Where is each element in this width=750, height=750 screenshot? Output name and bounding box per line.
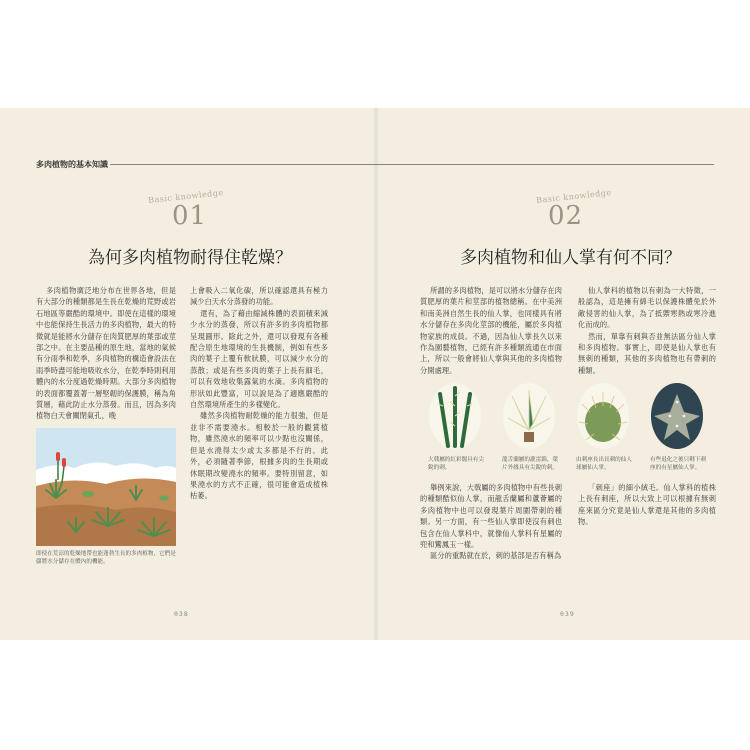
right-eyebrow: Basic knowledge	[535, 188, 613, 205]
left-section-number: 01	[172, 201, 208, 231]
right-page-number: 039	[560, 610, 575, 618]
caption-agave: 龍舌蘭屬的瀧雷錦，葉片外緣具有尖銳的刺。	[502, 457, 558, 471]
right-col4-paragraph: 「刺座」的細小絨毛。仙人掌科的植株上長有刺座，所以大致上可以根據有無刺座來區分究竟是仙人掌還是其他的多肉植物。	[578, 483, 716, 527]
photo-euphorbia	[428, 382, 482, 450]
right-column-4	[578, 482, 716, 528]
left-eyebrow: Basic knowledge	[147, 188, 225, 205]
left-col2-paragraph-1: 上會吸入二氧化碳，所以確認還具有極力減少白天水分蒸發的功能。	[190, 286, 328, 307]
photo-echinopsis-cactus	[576, 382, 630, 450]
caption-euphorbia: 大戟屬的紅彩閣具有尖銳的刺。	[428, 457, 484, 471]
left-col1-paragraph: 多肉植物廣泛地分布在世界各地，但是有大部分的種類都是生長在乾燥的荒野或岩石地區等嚴酷的環境中。即使在這樣的環境中也能保持生長活力的多肉植物，最大的特徵就是能將水分儲存在肉質肥厚的葉部或莖部之中。在主要品種的原生地，當地的氣候有分雨季和乾季，多肉植物的構造會設法在雨季時盡可能地吸收水分，在乾季時則利用體內的水分度過乾燥時期。大部分多肉植物的表面都覆蓋著一層堅韌的保護膜，稱為角質層，藉此防止水分蒸發。而且，因為多肉植物白天會關閉氣孔，晚	[36, 286, 176, 421]
left-col2-paragraph-2: 還有，為了藉由縮減株體的表面積來減少水分的蒸發，所以有許多的多肉植物都呈現圓形。除此之外，還可以發現有各種配合原生地環境的生長機制，例如有些多肉的葉子上覆有軟狀膜，可以減少水分的蒸散；或是有些多肉的葉子上長有細毛，可以有效地收集露氣的水滴。多肉植物的形狀如此豐富，可以說是為了適應嚴酷的自然環境所產生的多樣變化。	[190, 308, 328, 410]
succulent-landscape-illustration	[36, 428, 176, 546]
left-heading: 為何多肉植物耐得住乾燥？	[88, 248, 292, 268]
left-page-number: 038	[174, 610, 189, 618]
caption-echinopsis: 由刺座長出長刺的仙人球屬仙人掌。	[576, 457, 632, 471]
right-col2-paragraph-2: 然而，單靠有刺與否並無法區分仙人掌和多肉植物。事實上，即使是仙人掌也有無刺的種類，其他的多肉植物也有帶刺的種類。	[578, 331, 716, 375]
header-rule	[110, 164, 714, 165]
book-gutter	[373, 108, 379, 640]
right-col2-paragraph-1: 仙人掌科的植物以有刺為一大特徵，一般認為，這是擁有綿毛以保護株體免於外敵侵害的仙人掌，為了抵禦寒熱或寒冷進化而成的。	[578, 286, 716, 330]
right-col3-paragraph-1: 舉例來說，大戟屬的多肉植物中有些長刺的種類酷似仙人掌，而龍舌蘭屬和蘆薈屬的多肉植物中也可以發現葉片周圍帶刺的種類。另一方面，有一些仙人掌即使沒有刺也包含在仙人掌科中，就像仙人掌科有星屬的兜和鸞鳳玉一樣。	[420, 483, 562, 550]
photo-agave	[502, 382, 556, 450]
right-col3-paragraph-2: 區分的重點就在於，刺的基部是否有稱為	[430, 551, 562, 561]
left-col2-paragraph-3: 雖然多肉植物耐乾燥的能力很強，但是並非不需要澆水。相較於一般的觀賞植物，雖然澆水的頻率可以少點也沒關係，但是水澆得太少或太多都是不行的。此外，必須隨著季節，根據多肉的生長期或休眠期改變澆水的頻率。要特別留意，如果澆水的方式不正確，很可能會造成植株枯萎。	[190, 411, 328, 501]
photo-astrophytum-cactus	[650, 382, 704, 450]
right-heading: 多肉植物和仙人掌有何不同？	[460, 248, 681, 268]
right-column-1	[420, 285, 562, 376]
running-header: 多肉植物的基本知識	[36, 160, 108, 169]
right-col1-paragraph: 所謂的多肉植物，是可以將水分儲存在肉質肥厚的葉片和莖部的植物總稱。在中美洲和南美洲自然生長的仙人掌，也同樣具有將水分儲存在多肉化莖部的機能，屬於多肉植物家族的成員。不過，因為仙人掌長久以來作為園藝植物，已經有許多種類流通在市面上，所以一般會將仙人掌與其他的多肉植物分開處理。	[420, 286, 562, 375]
book-spread	[0, 108, 750, 640]
left-column-1	[36, 285, 176, 422]
left-illustration-caption: 即使在荒涼的乾燥地帶也能蓬勃生長的多肉植物，它們是儲將水分儲存在體內的機能。	[36, 551, 176, 565]
right-column-2	[578, 285, 716, 376]
right-column-3	[420, 482, 562, 562]
right-section-number: 02	[548, 201, 584, 231]
caption-astrophytum: 有些退化之後只剩下刺座的有星屬仙人掌。	[650, 457, 706, 471]
left-column-2	[190, 285, 328, 502]
